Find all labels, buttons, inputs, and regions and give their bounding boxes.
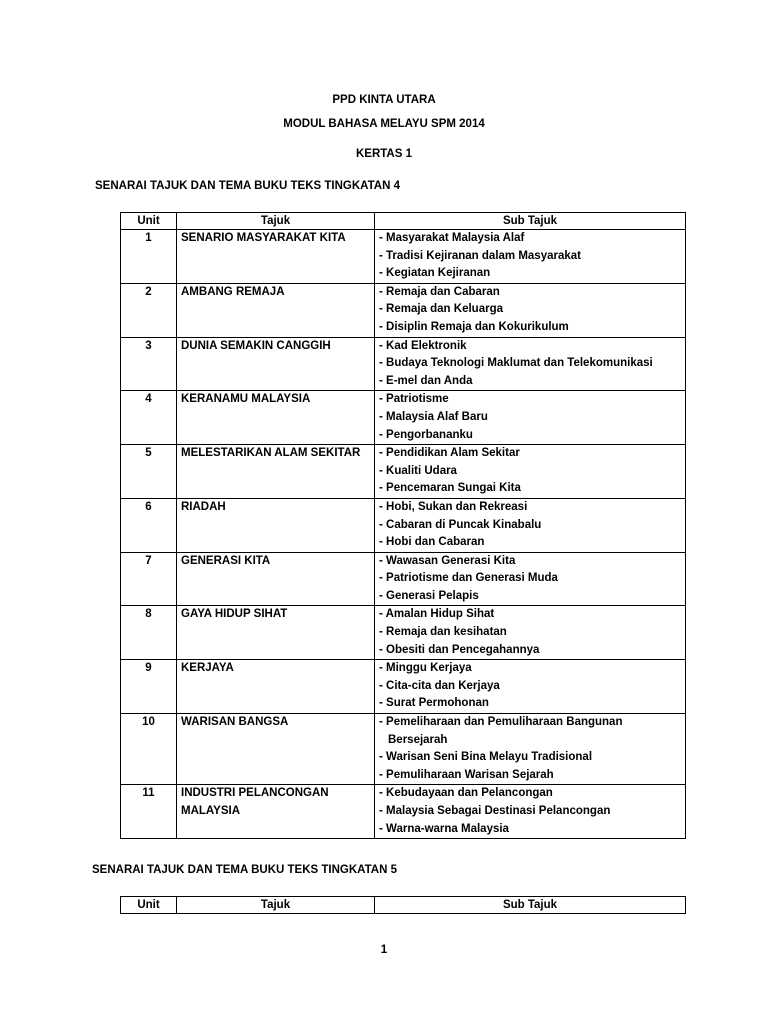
sub-tajuk-cell [375, 283, 686, 337]
sub-tajuk-item: - Pemeliharaan dan Pemuliharaan Bangunan [379, 716, 623, 729]
sub-tajuk-item: - Patriotisme [379, 393, 449, 406]
table-header-row [121, 213, 686, 230]
unit-cell: 6 [121, 498, 177, 552]
sub-tajuk-item: - Cita-cita dan Kerjaya [379, 679, 500, 692]
column-header-sub-tajuk: Sub Tajuk [375, 897, 686, 914]
tajuk-cell: INDUSTRI PELANCONGAN MALAYSIA [177, 785, 375, 839]
column-header-tajuk: Tajuk [177, 213, 375, 230]
sub-tajuk-cell [375, 498, 686, 552]
table-row [121, 283, 686, 337]
sub-tajuk-item: - Budaya Teknologi Maklumat dan Telekomunikasi [379, 357, 653, 370]
sub-tajuk-item: - Warisan Seni Bina Melayu Tradisional [379, 751, 593, 764]
table-row [121, 660, 686, 714]
sub-tajuk-item: - Hobi dan Cabaran [379, 536, 485, 549]
sub-tajuk-item: - Warna-warna Malaysia [379, 822, 509, 835]
table-row [121, 552, 686, 606]
sub-tajuk-item: - Kegiatan Kejiranan [379, 267, 491, 280]
sub-tajuk-cell [375, 606, 686, 660]
sub-tajuk-item: - Amalan Hidup Sihat [379, 608, 495, 621]
sub-tajuk-item: - Surat Permohonan [379, 697, 489, 710]
table-row [121, 498, 686, 552]
sub-tajuk-item: - Tradisi Kejiranan dalam Masyarakat [379, 249, 581, 262]
tajuk-cell: GAYA HIDUP SIHAT [177, 606, 375, 660]
table-row [121, 337, 686, 391]
column-header-unit: Unit [121, 213, 177, 230]
sub-tajuk-item: - Remaja dan Keluarga [379, 303, 503, 316]
page-number: 1 [380, 944, 388, 956]
unit-cell: 4 [121, 391, 177, 445]
sub-tajuk-item: - Kad Elektronik [379, 339, 467, 352]
sub-tajuk-item: - Patriotisme dan Generasi Muda [379, 572, 558, 585]
sub-tajuk-item: - Malaysia Sebagai Destinasi Pelancongan [379, 805, 611, 817]
table-row [121, 391, 686, 445]
sub-tajuk-item: - Hobi, Sukan dan Rekreasi [379, 500, 528, 513]
sub-tajuk-item: - Pendidikan Alam Sekitar [379, 447, 520, 460]
unit-cell: 1 [121, 230, 177, 284]
sub-tajuk-item: - Generasi Pelapis [379, 589, 479, 602]
sub-tajuk-item: - Remaja dan Cabaran [379, 285, 500, 298]
unit-cell: 3 [121, 337, 177, 391]
table-row [121, 230, 686, 284]
sub-tajuk-cell [375, 660, 686, 714]
sub-tajuk-item: - Remaja dan kesihatan [379, 626, 507, 639]
sub-tajuk-cell [375, 337, 686, 391]
sub-tajuk-item: - Wawasan Generasi Kita [379, 554, 516, 567]
column-header-sub-tajuk: Sub Tajuk [375, 213, 686, 230]
unit-cell: 7 [121, 552, 177, 606]
sub-tajuk-item: - Cabaran di Puncak Kinabalu [379, 518, 542, 531]
form4-topics-table [120, 212, 686, 839]
table-header-row [121, 897, 686, 914]
table-row [121, 606, 686, 660]
section2-title: SENARAI TAJUK DAN TEMA BUKU TEKS TINGKATAN 5 [92, 864, 397, 876]
column-header-tajuk: Tajuk [177, 897, 375, 914]
sub-tajuk-cell [375, 714, 686, 785]
tajuk-cell: DUNIA SEMAKIN CANGGIH [177, 337, 375, 391]
tajuk-cell: AMBANG REMAJA [177, 283, 375, 337]
header-org: PPD KINTA UTARA [332, 94, 436, 106]
sub-tajuk-item: - Pencemaran Sungai Kita [379, 482, 521, 495]
table-row [121, 714, 686, 785]
tajuk-cell: WARISAN BANGSA [177, 714, 375, 785]
header-paper: KERTAS 1 [355, 148, 413, 160]
sub-tajuk-cell [375, 230, 686, 284]
table-row [121, 445, 686, 499]
sub-tajuk-item: - E-mel dan Anda [379, 374, 473, 387]
unit-cell: 11 [121, 785, 177, 839]
sub-tajuk-item: - Malaysia Alaf Baru [379, 410, 488, 423]
unit-cell: 8 [121, 606, 177, 660]
sub-tajuk-item: - Masyarakat Malaysia Alaf [379, 232, 525, 244]
unit-cell: 5 [121, 445, 177, 499]
tajuk-cell: RIADAH [177, 498, 375, 552]
tajuk-cell: MELESTARIKAN ALAM SEKITAR [177, 445, 375, 499]
sub-tajuk-item: Bersejarah [388, 733, 448, 746]
table-row [121, 785, 686, 839]
sub-tajuk-item: - Disiplin Remaja dan Kokurikulum [379, 320, 569, 333]
sub-tajuk-cell [375, 391, 686, 445]
sub-tajuk-item: - Minggu Kerjaya [379, 662, 472, 675]
sub-tajuk-item: - Pengorbananku [379, 428, 473, 441]
sub-tajuk-item: - Obesiti dan Pencegahannya [379, 643, 540, 656]
section1-title: SENARAI TAJUK DAN TEMA BUKU TEKS TINGKATAN 4 [95, 180, 400, 192]
sub-tajuk-item: - Pemuliharaan Warisan Sejarah [379, 768, 554, 781]
form5-topics-table [120, 896, 686, 914]
sub-tajuk-item: - Kebudayaan dan Pelancongan [379, 787, 553, 800]
tajuk-cell: KERANAMU MALAYSIA [177, 391, 375, 445]
header-module: MODUL BAHASA MELAYU SPM 2014 [283, 118, 485, 130]
column-header-unit: Unit [121, 897, 177, 914]
tajuk-cell: KERJAYA [177, 660, 375, 714]
sub-tajuk-cell [375, 445, 686, 499]
unit-cell: 2 [121, 283, 177, 337]
tajuk-cell: GENERASI KITA [177, 552, 375, 606]
unit-cell: 10 [121, 714, 177, 785]
sub-tajuk-cell [375, 552, 686, 606]
sub-tajuk-item: - Kualiti Udara [379, 464, 457, 477]
sub-tajuk-cell [375, 785, 686, 839]
unit-cell: 9 [121, 660, 177, 714]
tajuk-cell: SENARIO MASYARAKAT KITA [177, 230, 375, 284]
